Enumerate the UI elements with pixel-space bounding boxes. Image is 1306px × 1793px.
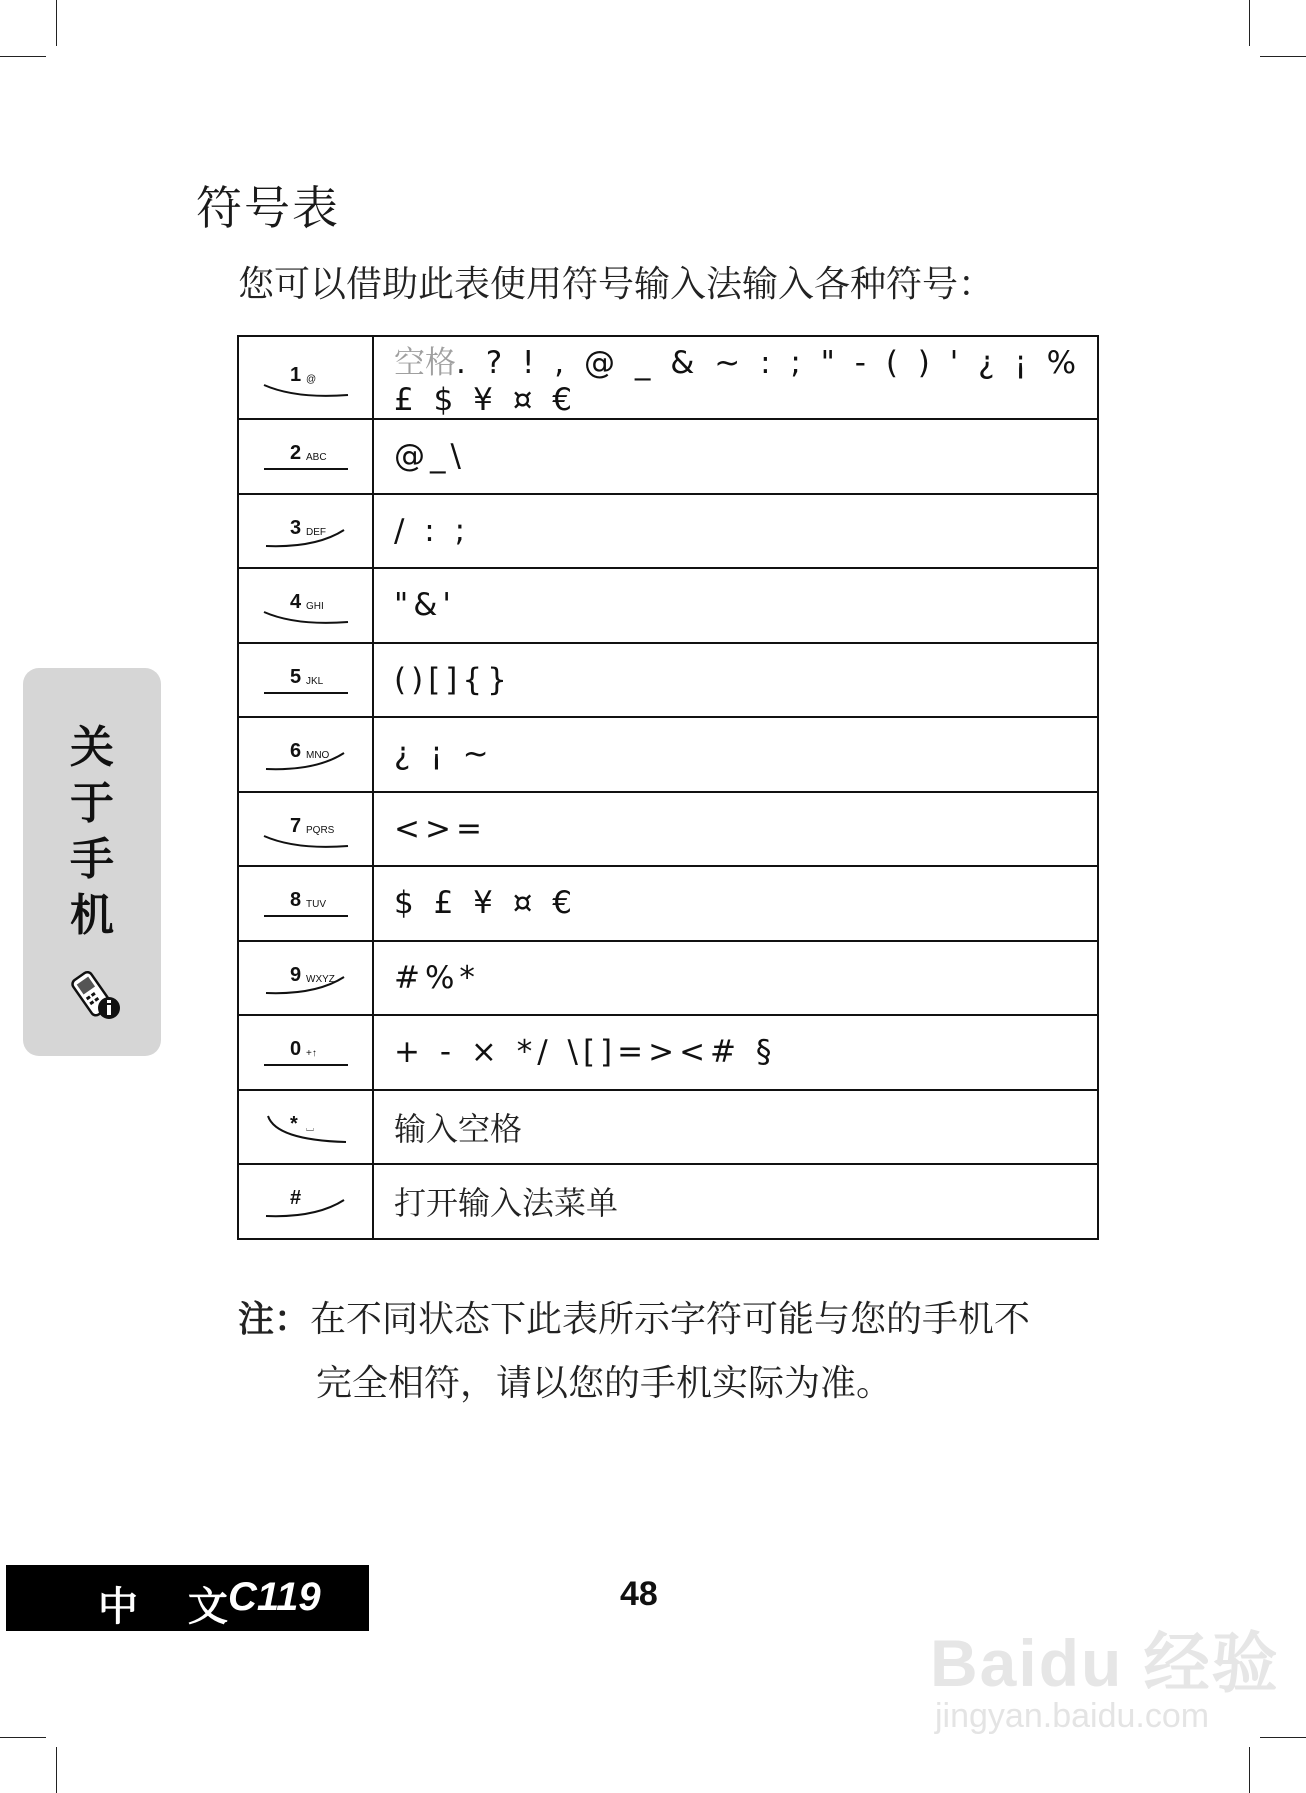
symbols-cell <box>373 568 1098 643</box>
svg-text:5: 5 <box>289 665 301 688</box>
key-cell <box>238 1164 373 1239</box>
symbols-text: @_\ <box>394 438 466 475</box>
table-row <box>238 494 1098 569</box>
svg-text:0: 0 <box>289 1038 301 1061</box>
table-row <box>238 336 1098 419</box>
footer-model-box <box>6 1565 369 1631</box>
key-6-icon <box>256 731 356 777</box>
side-tab <box>23 668 161 1056</box>
key-0-icon <box>256 1029 356 1075</box>
table-row <box>238 643 1098 718</box>
symbols-text: $ £ ¥ ¤ € <box>394 885 578 922</box>
symbols-cell <box>373 643 1098 718</box>
crop-mark <box>1260 1737 1306 1738</box>
svg-text:@: @ <box>305 373 316 385</box>
key-cell <box>238 792 373 867</box>
svg-text:PQRS: PQRS <box>305 824 334 836</box>
note-line-2: 完全相符，请以您的手机实际为准。 <box>316 1363 893 1404</box>
crop-mark <box>1260 56 1306 57</box>
svg-text:TUV: TUV <box>305 899 326 911</box>
svg-text:6: 6 <box>289 740 301 763</box>
key-cell <box>238 336 373 419</box>
key-7-icon <box>256 806 356 852</box>
symbols-text: ¿ ¡ ~ <box>394 736 494 773</box>
symbols-cell <box>373 1015 1098 1090</box>
symbols-cell <box>373 336 1098 419</box>
table-row <box>238 1164 1098 1239</box>
key-2-icon <box>256 433 356 479</box>
crop-mark <box>56 1747 57 1793</box>
side-tab-char: 关 <box>70 722 114 773</box>
crop-mark <box>0 56 46 57</box>
side-tab-label <box>23 720 161 944</box>
symbols-cell <box>373 941 1098 1016</box>
key-cell <box>238 1015 373 1090</box>
key-1-icon <box>256 355 356 401</box>
symbols-cell <box>373 717 1098 792</box>
page-number: 48 <box>620 1575 658 1613</box>
svg-text:3: 3 <box>289 516 301 539</box>
table-row <box>238 419 1098 494</box>
symbols-cell <box>373 494 1098 569</box>
svg-text:DEF: DEF <box>305 526 326 538</box>
symbols-text: + - × */ \[]=><# § <box>394 1034 777 1071</box>
svg-text:1: 1 <box>289 363 301 386</box>
svg-text:MNO: MNO <box>305 750 329 762</box>
svg-text:9: 9 <box>289 963 301 986</box>
table-row <box>238 568 1098 643</box>
note-line-1: 在不同状态下此表所示字符可能与您的手机不 <box>310 1299 1031 1340</box>
key-star-icon <box>256 1104 356 1150</box>
table-row <box>238 866 1098 941</box>
symbols-text: "&' <box>394 587 456 624</box>
svg-text:WXYZ: WXYZ <box>305 973 335 985</box>
key-4-icon <box>256 582 356 628</box>
symbol-table <box>237 335 1099 1240</box>
symbols-cell <box>373 1090 1098 1165</box>
intro-text: 您可以借助此表使用符号输入法输入各种符号： <box>238 264 995 305</box>
footer-lang: 中 文 <box>98 1584 246 1630</box>
svg-text:GHI: GHI <box>305 601 324 613</box>
key-3-icon <box>256 508 356 554</box>
svg-text:+↑: +↑ <box>305 1048 317 1060</box>
table-row <box>238 717 1098 792</box>
symbols-text: / : ; <box>394 512 471 549</box>
key-cell <box>238 717 373 792</box>
key-cell <box>238 568 373 643</box>
symbols-cell <box>373 866 1098 941</box>
svg-text:ABC: ABC <box>305 452 327 464</box>
svg-text:#: # <box>289 1187 301 1210</box>
svg-text:2: 2 <box>289 442 301 465</box>
key-hash-icon <box>256 1178 356 1224</box>
svg-text:7: 7 <box>289 814 301 837</box>
space-label: 空格 <box>394 345 456 381</box>
table-row <box>238 941 1098 1016</box>
table-row <box>238 792 1098 867</box>
crop-mark <box>56 0 57 46</box>
side-tab-char: 机 <box>70 890 114 941</box>
key-8-icon <box>256 880 356 926</box>
key-cell <box>238 866 373 941</box>
symbols-text: <>= <box>394 810 487 847</box>
page-title: 符号表 <box>196 181 340 235</box>
table-row <box>238 1015 1098 1090</box>
symbols-cell <box>373 419 1098 494</box>
svg-text:*: * <box>289 1112 298 1135</box>
symbols-text: . ? ! , @ _ & ~ : ; " - ( ) ' ¿ ¡ % £ $ ¥ ¤ € <box>394 345 1082 418</box>
key-cell <box>238 941 373 1016</box>
svg-text:8: 8 <box>289 889 301 912</box>
phone-info-icon <box>67 968 123 1022</box>
table-row <box>238 1090 1098 1165</box>
symbols-text: 输入空格 <box>394 1109 523 1148</box>
symbols-text: 打开输入法菜单 <box>394 1184 619 1223</box>
key-cell <box>238 419 373 494</box>
svg-text:⌴: ⌴ <box>305 1122 314 1134</box>
side-tab-char: 于 <box>70 778 114 829</box>
crop-mark <box>1249 1747 1250 1793</box>
symbols-cell <box>373 1164 1098 1239</box>
key-cell <box>238 1090 373 1165</box>
key-cell <box>238 643 373 718</box>
watermark-logo: Baidu 经验 <box>930 1626 1280 1700</box>
note <box>238 1288 1030 1416</box>
svg-text:JKL: JKL <box>305 675 323 687</box>
key-5-icon <box>256 657 356 703</box>
note-label: 注： <box>238 1299 311 1340</box>
side-tab-char: 手 <box>70 834 114 885</box>
crop-mark <box>1249 0 1250 46</box>
crop-mark <box>0 1737 46 1738</box>
svg-text:4: 4 <box>289 591 301 614</box>
symbols-cell <box>373 792 1098 867</box>
symbols-text: ()[]{} <box>394 661 512 698</box>
footer-model: C119 <box>228 1575 321 1619</box>
key-9-icon <box>256 955 356 1001</box>
symbols-text: #%* <box>394 959 480 996</box>
watermark-url: jingyan.baidu.com <box>935 1697 1210 1735</box>
key-cell <box>238 494 373 569</box>
